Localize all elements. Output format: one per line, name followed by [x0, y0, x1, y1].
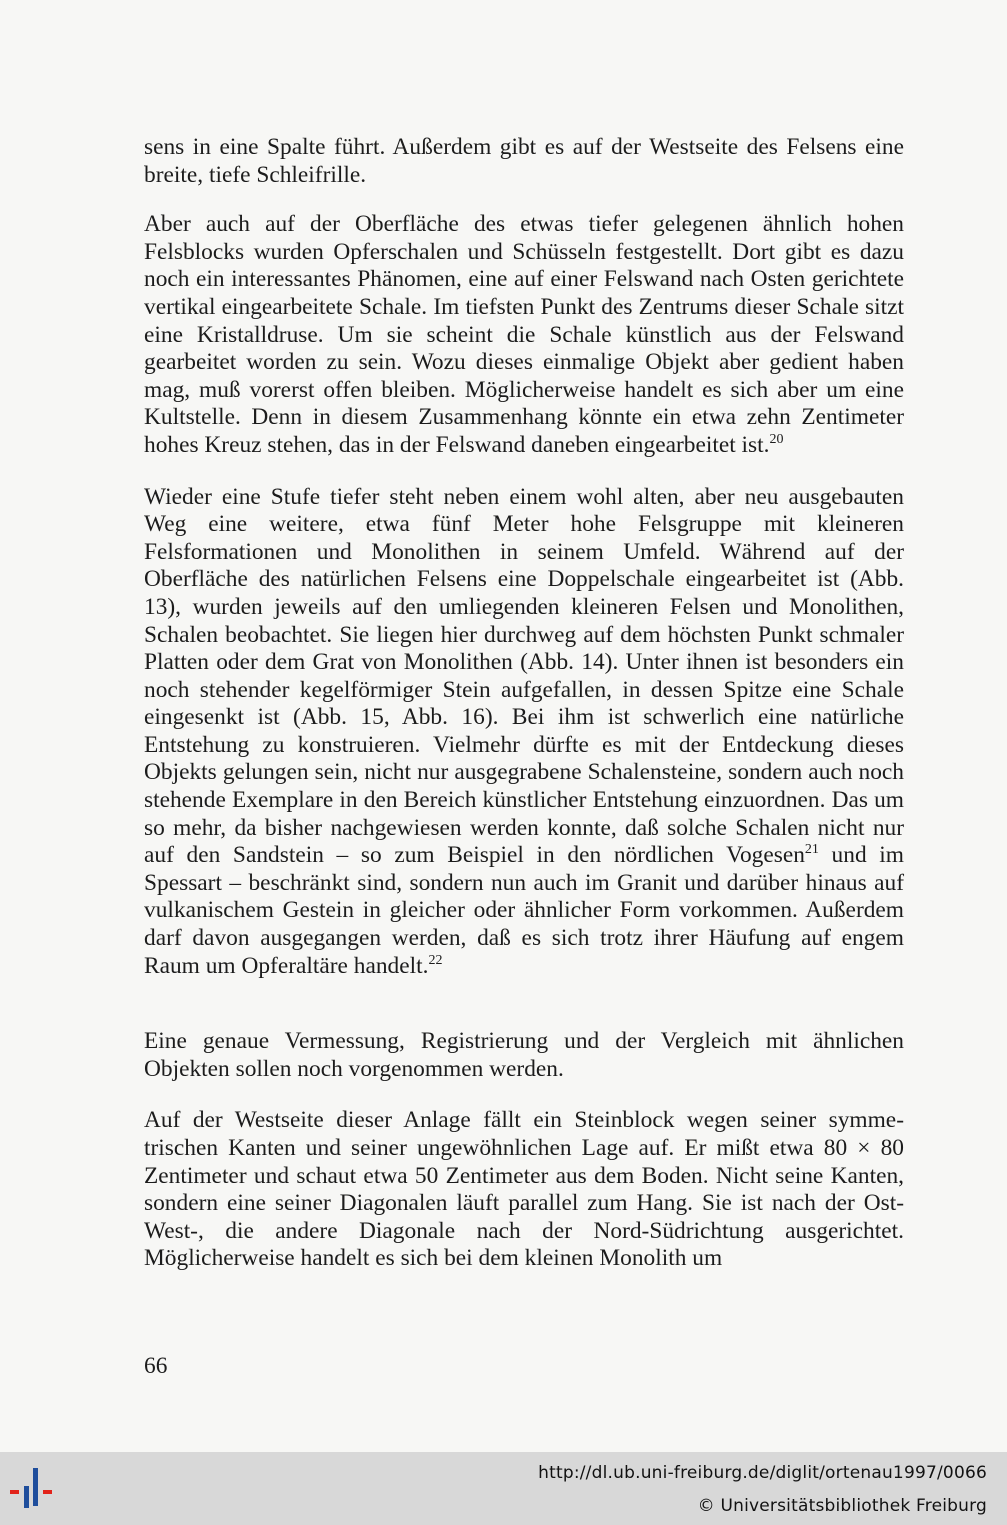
body-text [144, 134, 904, 1273]
ub-freiburg-logo-icon [10, 1466, 66, 1510]
page-number: 66 [144, 1353, 168, 1379]
footnote-ref-22[interactable]: 22 [428, 952, 443, 968]
paragraph-4-text: Eine genaue Vermessung, Registrierung und der Vergleich mit ähnlichen Objekten sollen noch vorgenommen werden. [144, 1028, 904, 1082]
paragraph-3-text-b: und im Spessart – beschränkt sind, sondern nun auch im Granit und darüber hinaus auf vulkanischem Gestein in gleicher oder ähnlicher Form vorkommen. Außerdem darf davon ausgegangen werden, daß es sich trotz ihrer Häufung auf engem Raum um Opferaltäre handelt. [144, 842, 904, 979]
paragraph-3-text-a: Wieder eine Stufe tiefer steht neben einem wohl alten, aber neu ausgebauten Weg eine weitere, etwa fünf Meter hohe Felsgruppe mit kleineren Felsformationen und Monolithen in seinem Umfeld. Während auf der Oberfläche des natürlichen Felsens eine Doppelschale eingearbeitet ist (Abb. 13), wurden jeweils auf den umliegenden kleineren Felsen und Monolithen, Schalen beobachtet. Sie liegen hier durchweg auf dem höchsten Punkt schmaler Platten oder dem Grat von Monolithen (Abb. 14). Unter ihnen ist besonders ein noch stehender kegelförmiger Stein aufgefallen, in dessen Spitze eine Schale eingesenkt ist (Abb. 15, Abb. 16). Bei ihm ist schwerlich eine natürliche Entstehung zu konstruieren. Vielmehr dürfte es mit der Entdeckung dieses Objekts gelungen sein, nicht nur ausgegrabene Schalensteine, sondern auch noch stehende Exemplare in den Bereich künstlicher Entstehung einzuordnen. Das um so mehr, da bisher nachgewiesen werden konnte, daß solche Schalen nicht nur auf den Sandstein – so zum Beispiel in den nördlichen Vogesen [144, 483, 904, 869]
paragraph-1-text: sens in eine Spalte führt. Außerdem gibt es auf der Westseite des Felsens eine breite, tiefe Schleifrille. [144, 134, 904, 188]
footer-bar [0, 1452, 1007, 1525]
paragraph-2-text: Aber auch auf der Oberfläche des etwas tiefer gelegenen ähnlich hohen Felsblocks wurden Opferschalen und Schüsseln festgestellt. Dort gibt es dazu noch ein interessantes Phänomen, eine auf einer Felswand nach Osten gerichtete vertikal eingearbeitete Schale. Im tiefsten Punkt des Zentrums dieser Schale sitzt eine Kristalldruse. Um sie scheint die Schale künstlich aus der Felswand gearbeitet worden zu sein. Wozu dieses einmalige Objekt aber gedient haben mag, muß vorerst offen bleiben. Möglicherweise handelt es sich aber um eine Kultstelle. Denn in diesem Zusammenhang könnte ein etwa zehn Zentimeter hohes Kreuz stehen, das in der Felswand daneben eingearbeitet ist. [144, 211, 904, 458]
paragraph-3 [144, 484, 904, 981]
footnote-ref-20[interactable]: 20 [769, 431, 784, 447]
paragraph-5 [144, 1107, 904, 1273]
copyright-notice: © Universitätsbibliothek Freiburg [697, 1496, 987, 1516]
paragraph-5-text: Auf der Westseite dieser Anlage fällt ein Steinblock wegen seiner symmetrischen Kanten und seiner ungewöhnlichen Lage auf. Er mißt etwa 80 × 80 Zentimeter und schaut etwa 50 Zentimeter aus dem Boden. Nicht seine Kanten, sondern eine seiner Diagonalen läuft parallel zum Hang. Sie ist nach der Ost-West-, die andere Diagonale nach der Nord-Südrichtung ausgerichtet. Möglicherweise handelt es sich bei dem kleinen Monolith um [144, 1107, 904, 1272]
footnote-ref-21[interactable]: 21 [804, 842, 819, 858]
paragraph-4 [144, 1028, 904, 1083]
paragraph-1 [144, 134, 904, 189]
paragraph-2 [144, 211, 904, 459]
source-url-link[interactable]: http://dl.ub.uni-freiburg.de/diglit/ortenau1997/0066 [538, 1463, 987, 1483]
